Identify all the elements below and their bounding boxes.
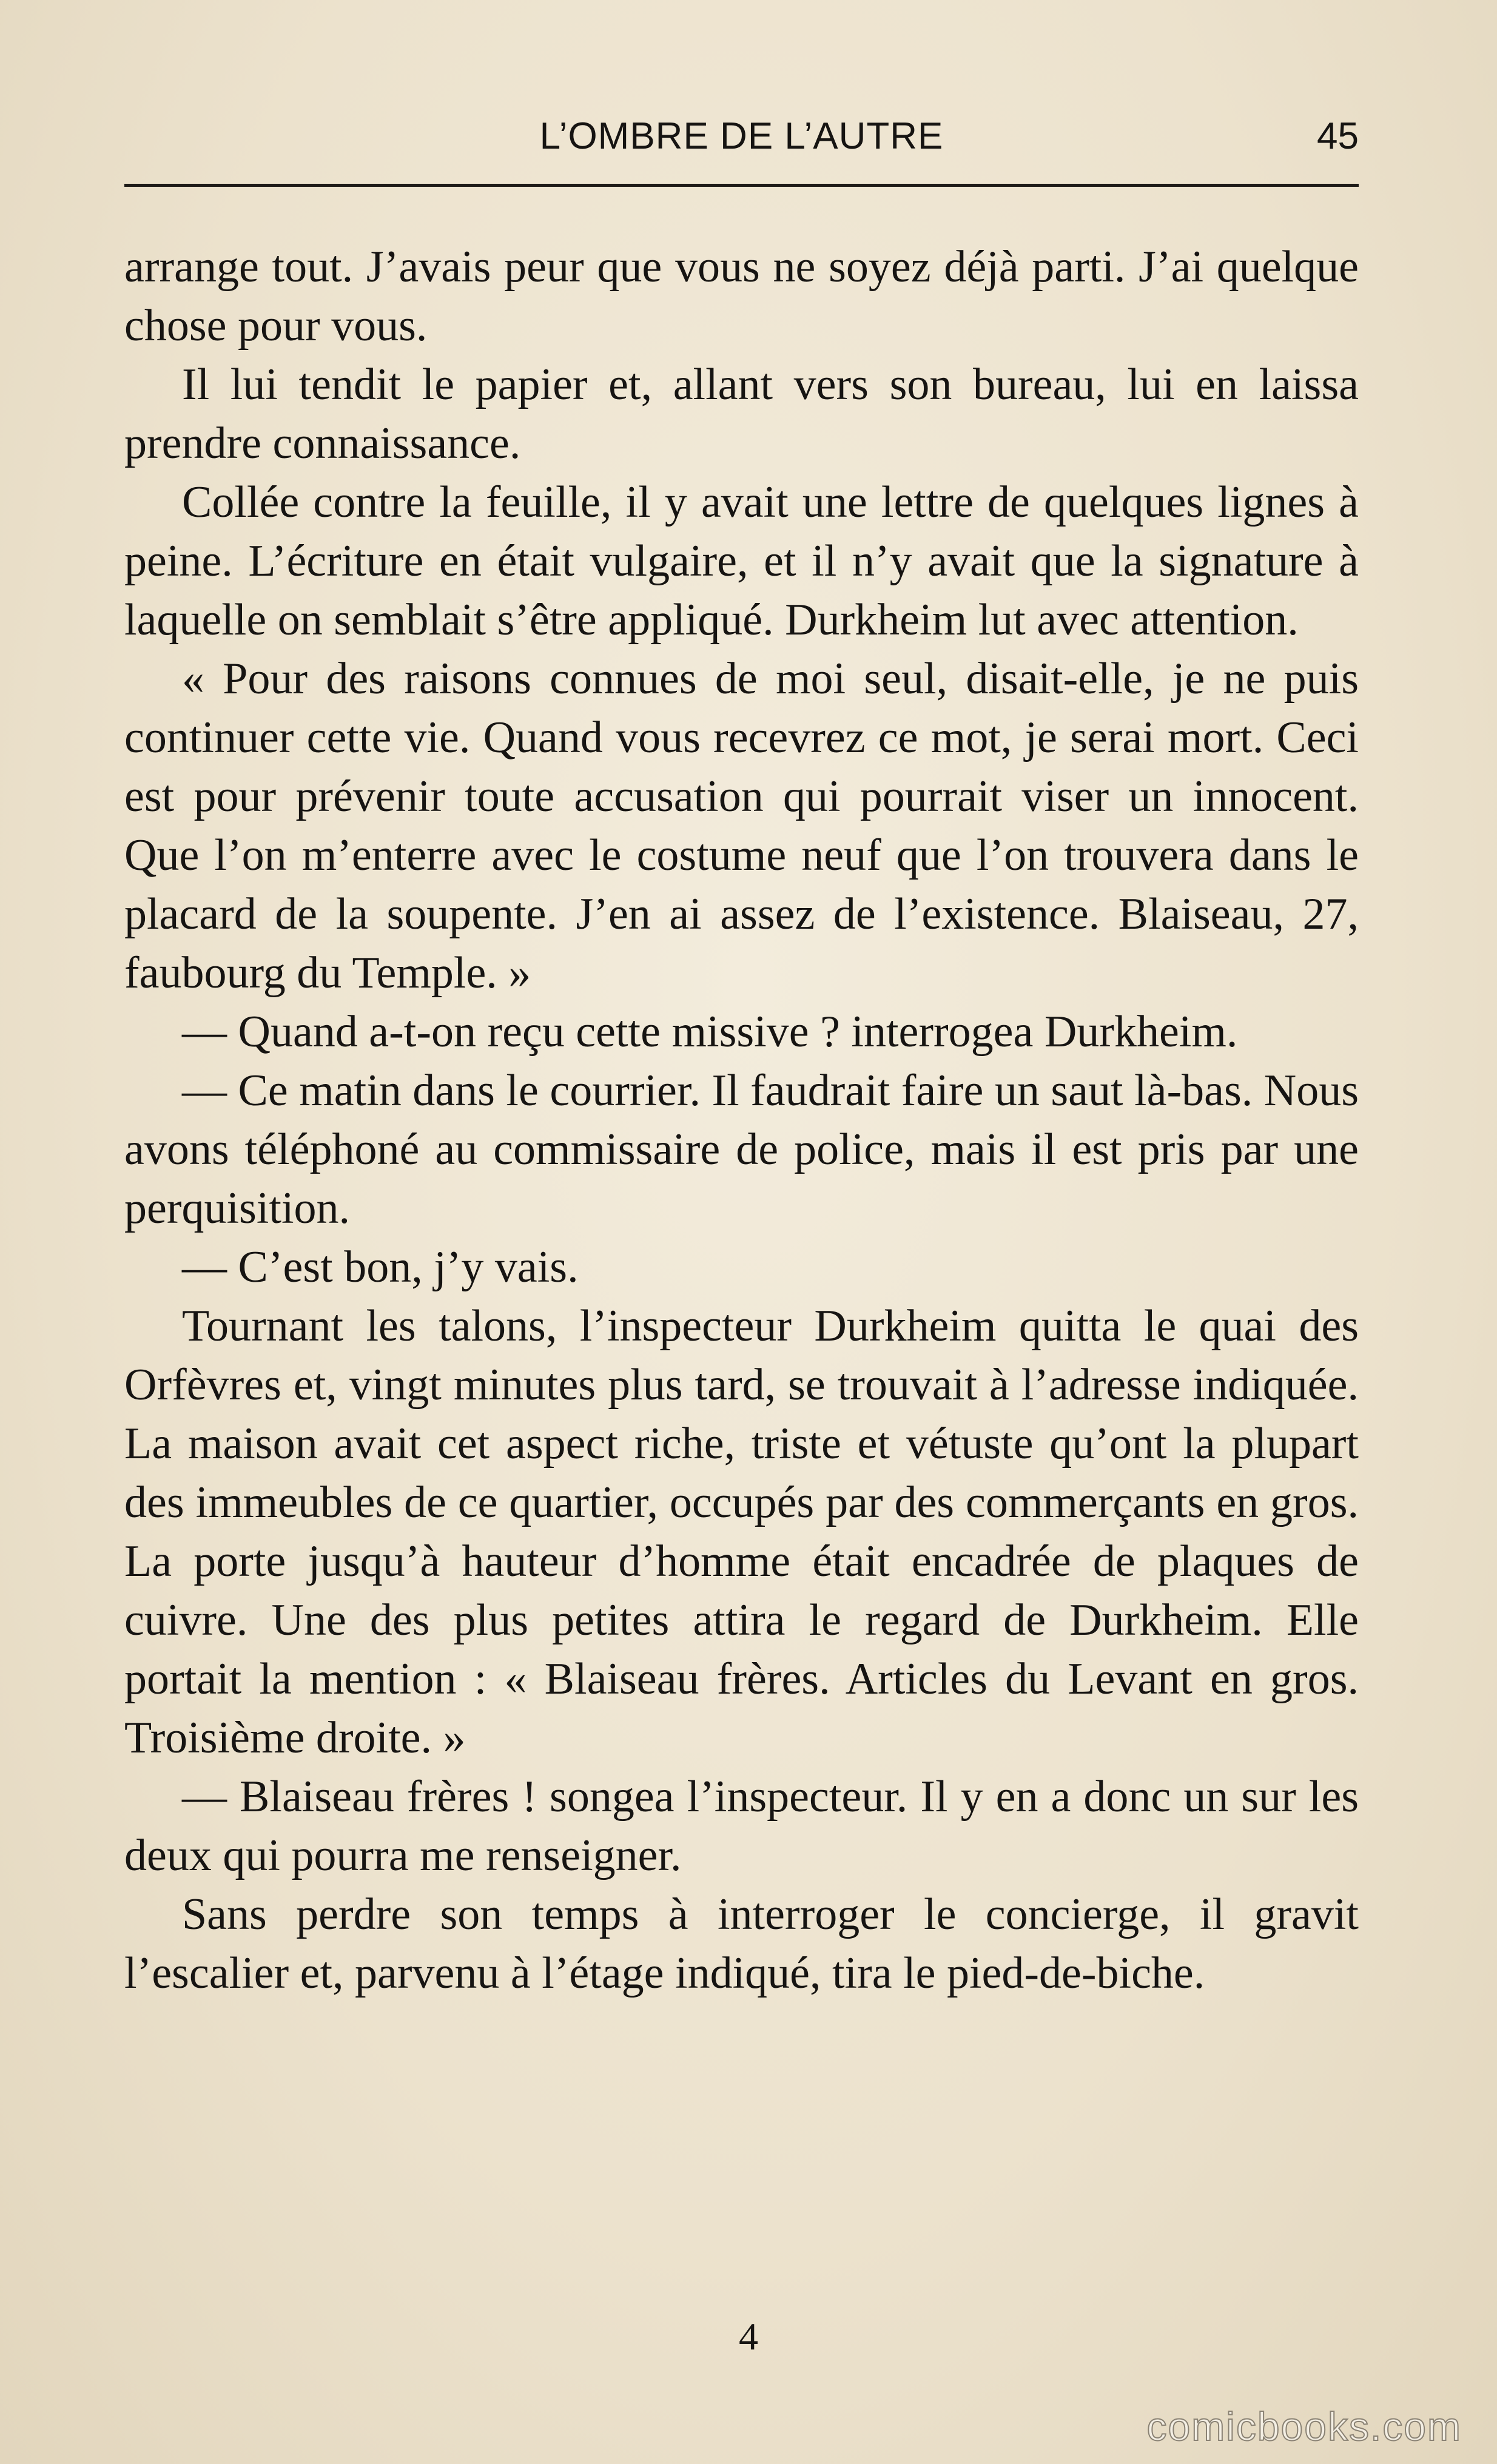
paragraph-dialogue: — C’est bon, j’y vais. — [182, 1242, 579, 1292]
watermark: comicbooks.com — [1146, 2404, 1462, 2449]
paragraph: Il lui tendit le papier et, allant vers son bureau, lui en laissa prendre connaissance. — [124, 360, 1359, 468]
page-number: 45 — [1317, 115, 1359, 157]
paragraph-letter-quote: « Pour des raisons connues de moi seul, disait-elle, je ne puis continuer cette vie. Quand vous recevrez ce mot, je serai mort. Ceci est pour prévenir toute accusation qui pourrait viser un innocent. Que l’on m’enterre avec le costume neuf que l’on trouvera dans le placard de la soupente. J’en ai assez de l’existence. Blaiseau, 27, faubourg du Temple. » — [124, 654, 1359, 998]
paragraph: Collée contre la feuille, il y avait une lettre de quelques lignes à peine. L’écriture en était vulgaire, et il n’y avait que la signature à laquelle on semblait s’être appliqué. Durkheim lut avec attention. — [124, 477, 1359, 645]
body-text — [124, 238, 1359, 2003]
signature-mark: 4 — [739, 2315, 758, 2358]
header-rule — [124, 184, 1359, 187]
page-header — [124, 109, 1359, 164]
paragraph: Tournant les talons, l’inspecteur Durkheim quitta le quai des Orfèvres et, vingt minutes plus tard, se trouvait à l’adresse indiquée. La maison avait cet aspect riche, triste et vétuste qu’ont la plupart des immeubles de ce quartier, occupés par des commerçants en gros. La porte jusqu’à hauteur d’homme était encadrée de plaques de cuivre. Une des plus petites attira le regard de Durkheim. Elle portait la mention : « Blaiseau frères. Articles du Levant en gros. Troisième droite. » — [124, 1301, 1359, 1763]
paragraph: Sans perdre son temps à interroger le concierge, il gravit l’escalier et, parvenu à l’étage indiqué, tira le pied-de-biche. — [124, 1890, 1359, 1998]
running-title: L’OMBRE DE L’AUTRE — [539, 115, 944, 157]
paragraph-continued: arrange tout. J’avais peur que vous ne soyez déjà parti. J’ai quelque chose pour vous. — [124, 242, 1359, 351]
paragraph-dialogue: — Ce matin dans le courrier. Il faudrait faire un saut là-bas. Nous avons téléphoné au commissaire de police, mais il est pris par une perquisition. — [124, 1066, 1359, 1233]
paragraph-dialogue: — Blaiseau frères ! songea l’inspecteur. Il y en a donc un sur les deux qui pourra me renseigner. — [124, 1772, 1359, 1880]
paragraph-dialogue: — Quand a-t-on reçu cette missive ? interrogea Durkheim. — [182, 1007, 1238, 1057]
